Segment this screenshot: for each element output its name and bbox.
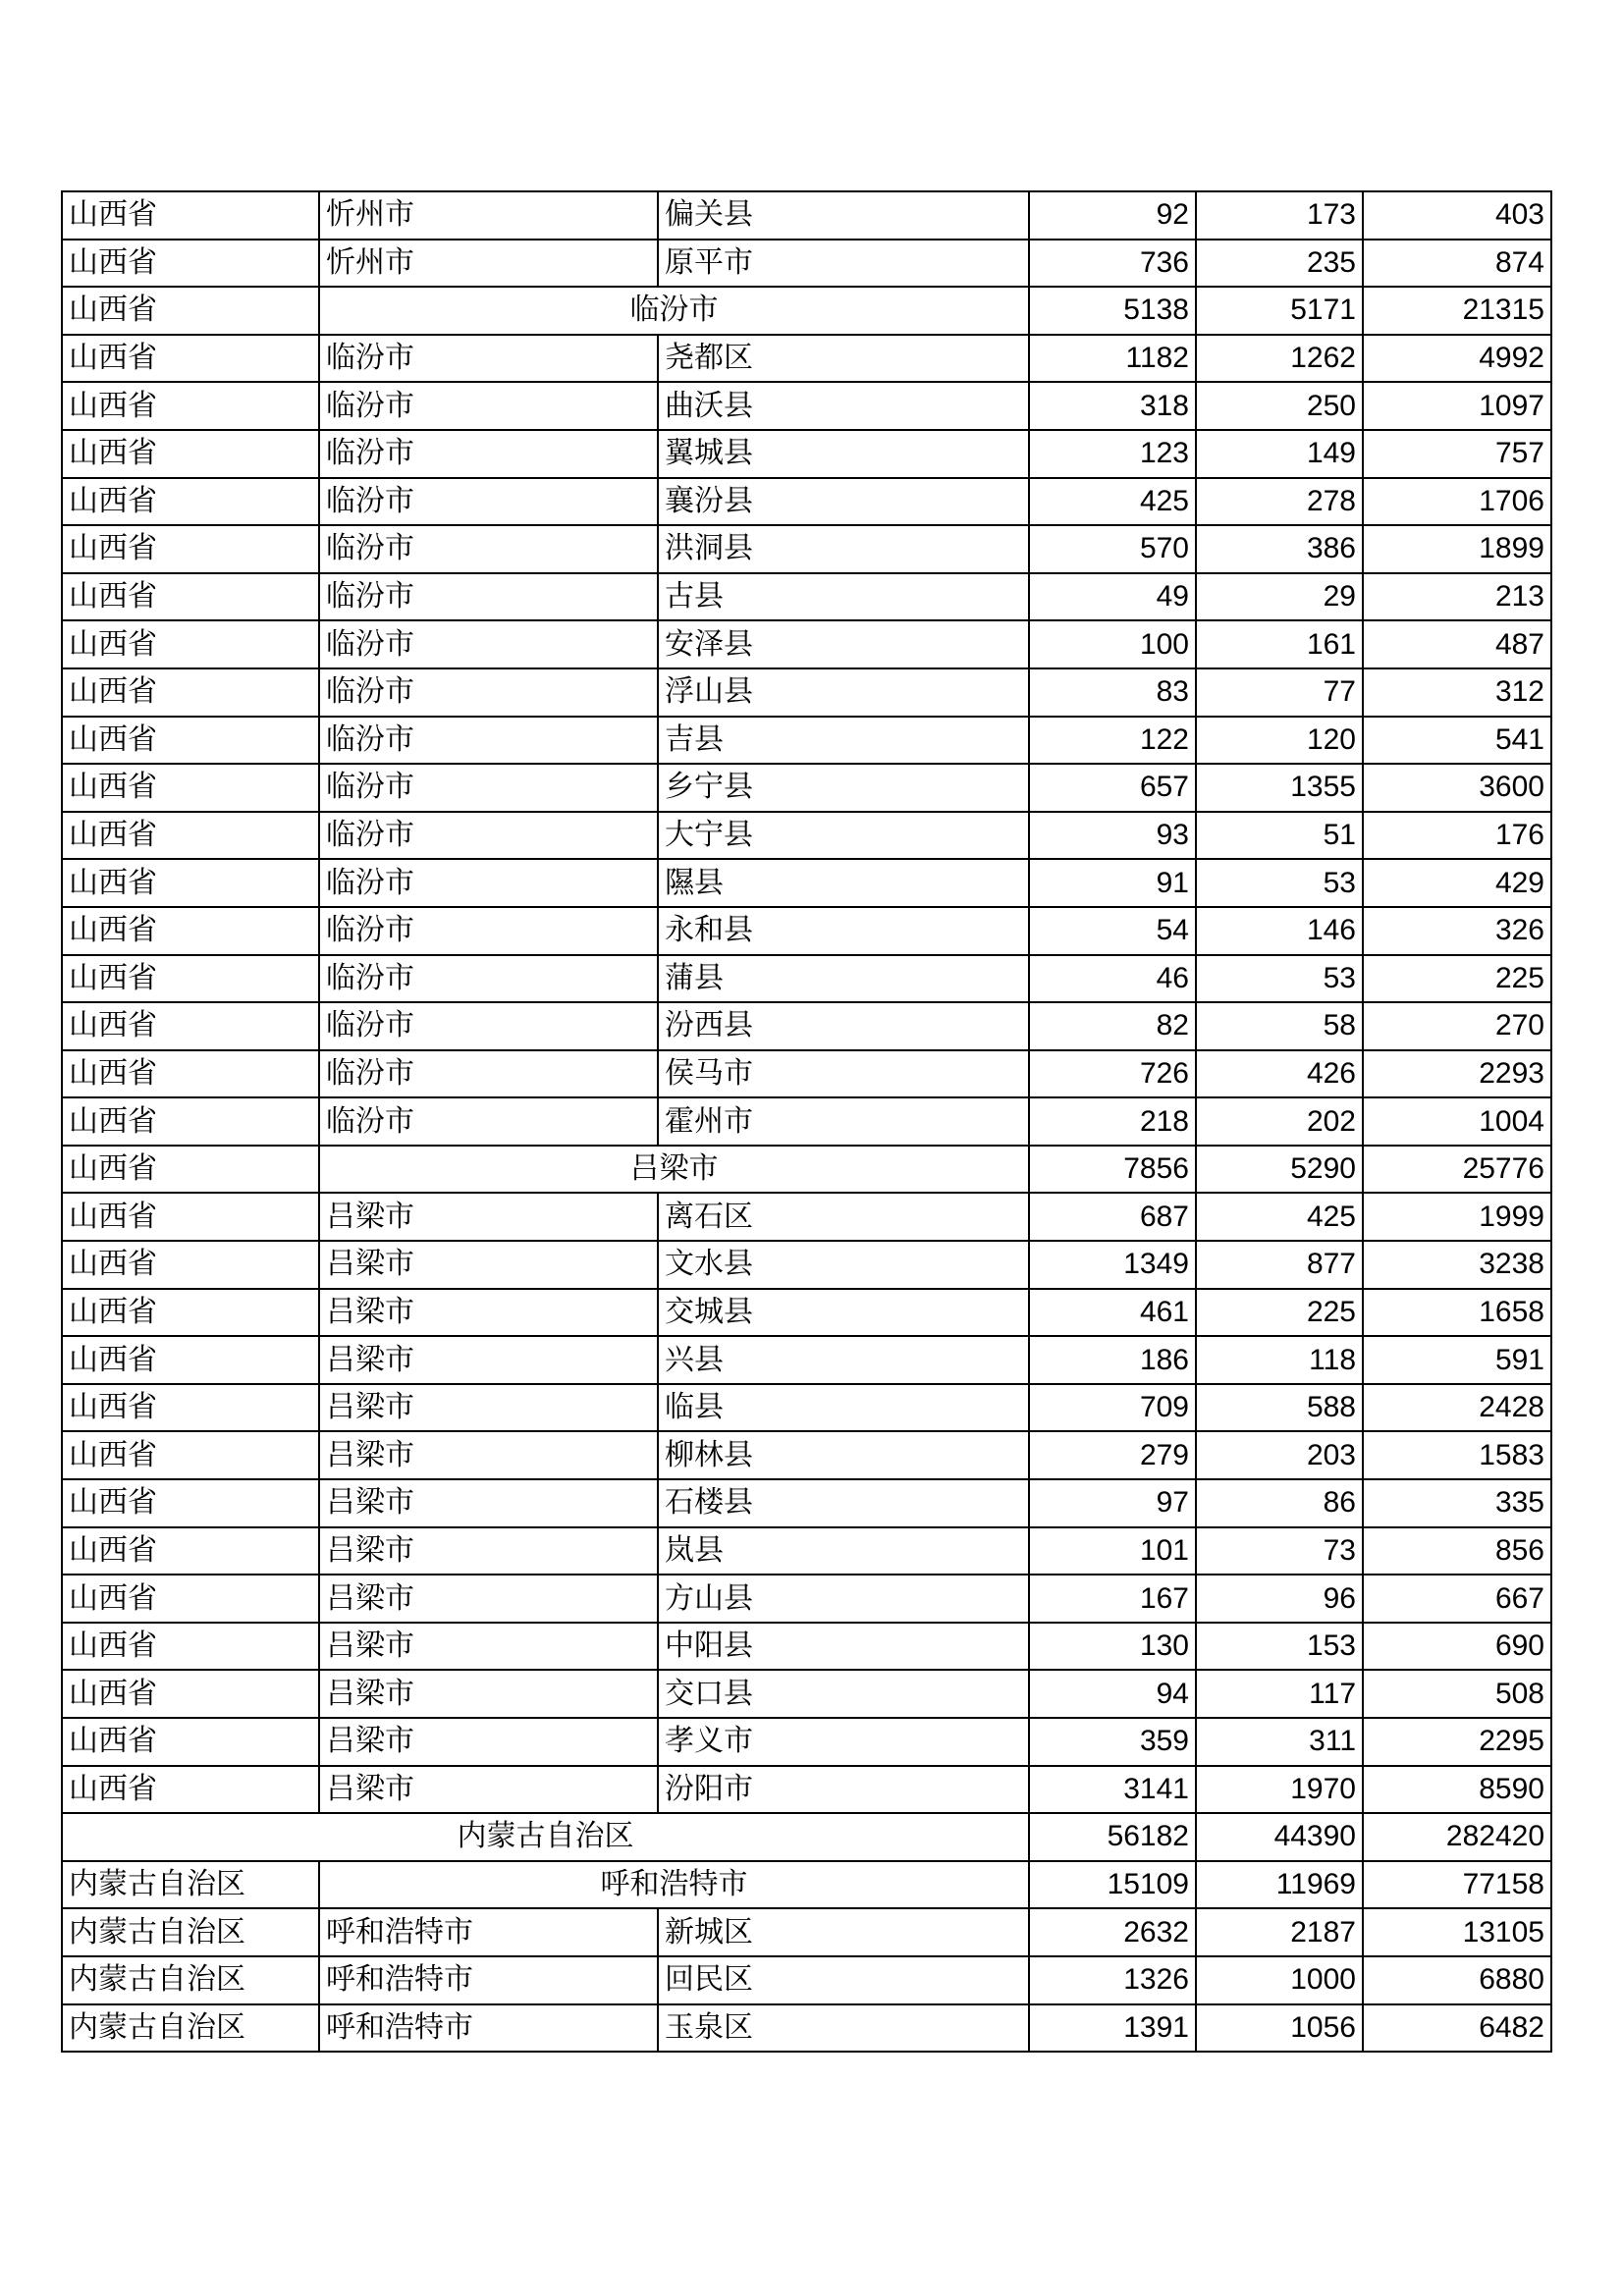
value-cell-3: 874 [1363,240,1551,288]
city-cell: 吕梁市 [319,1146,1029,1194]
province-cell: 山西省 [62,1336,319,1384]
value-cell-3: 1899 [1363,525,1551,573]
value-cell-3: 403 [1363,191,1551,240]
province-cell: 山西省 [62,525,319,573]
county-cell: 交城县 [658,1289,1029,1337]
value-cell-2: 53 [1196,955,1363,1003]
value-cell-3: 3600 [1363,764,1551,812]
table-row [62,1146,1551,1194]
city-cell: 临汾市 [319,525,658,573]
table-row [62,240,1551,288]
county-cell: 曲沃县 [658,382,1029,430]
county-cell: 石楼县 [658,1479,1029,1527]
province-cell: 山西省 [62,859,319,907]
city-cell: 吕梁市 [319,1384,658,1432]
city-cell: 临汾市 [319,955,658,1003]
value-cell-2: 386 [1196,525,1363,573]
value-cell-2: 250 [1196,382,1363,430]
province-cell: 山西省 [62,1384,319,1432]
city-cell: 临汾市 [319,573,658,621]
table-row [62,1718,1551,1766]
province-cell: 山西省 [62,1431,319,1479]
county-cell: 古县 [658,573,1029,621]
city-cell: 临汾市 [319,812,658,860]
county-cell: 汾阳市 [658,1766,1029,1814]
value-cell-3: 690 [1363,1623,1551,1671]
table-row [62,1575,1551,1623]
county-cell: 翼城县 [658,430,1029,478]
value-cell-1: 130 [1029,1623,1196,1671]
value-cell-3: 541 [1363,717,1551,765]
value-cell-3: 757 [1363,430,1551,478]
table-row [62,191,1551,240]
table-row [62,1527,1551,1575]
value-cell-3: 6880 [1363,1956,1551,2004]
province-cell: 山西省 [62,620,319,668]
value-cell-3: 856 [1363,1527,1551,1575]
province-cell: 内蒙古自治区 [62,1908,319,1956]
table-row [62,859,1551,907]
value-cell-3: 282420 [1363,1813,1551,1861]
table-row [62,382,1551,430]
value-cell-2: 425 [1196,1193,1363,1241]
city-cell: 忻州市 [319,240,658,288]
county-cell: 玉泉区 [658,2004,1029,2053]
table-row [62,1241,1551,1289]
province-cell: 山西省 [62,1097,319,1146]
value-cell-3: 21315 [1363,287,1551,335]
table-row [62,955,1551,1003]
city-cell: 吕梁市 [319,1527,658,1575]
province-cell: 内蒙古自治区 [62,2004,319,2053]
city-cell: 吕梁市 [319,1289,658,1337]
value-cell-1: 186 [1029,1336,1196,1384]
county-cell: 原平市 [658,240,1029,288]
value-cell-2: 44390 [1196,1813,1363,1861]
value-cell-2: 5171 [1196,287,1363,335]
province-cell: 山西省 [62,1002,319,1050]
value-cell-3: 487 [1363,620,1551,668]
value-cell-3: 326 [1363,907,1551,955]
county-cell: 乡宁县 [658,764,1029,812]
value-cell-3: 8590 [1363,1766,1551,1814]
value-cell-2: 1000 [1196,1956,1363,2004]
province-cell: 山西省 [62,1050,319,1098]
table-row [62,335,1551,383]
county-cell: 襄汾县 [658,478,1029,526]
province-cell: 山西省 [62,668,319,717]
county-cell: 文水县 [658,1241,1029,1289]
value-cell-3: 3238 [1363,1241,1551,1289]
table-row [62,2004,1551,2053]
value-cell-1: 657 [1029,764,1196,812]
value-cell-3: 4992 [1363,335,1551,383]
data-table [61,190,1552,2053]
value-cell-1: 461 [1029,1289,1196,1337]
city-cell: 吕梁市 [319,1479,658,1527]
value-cell-2: 1970 [1196,1766,1363,1814]
province-cell: 山西省 [62,240,319,288]
value-cell-3: 213 [1363,573,1551,621]
value-cell-3: 13105 [1363,1908,1551,1956]
value-cell-2: 73 [1196,1527,1363,1575]
value-cell-2: 278 [1196,478,1363,526]
value-cell-3: 2293 [1363,1050,1551,1098]
province-cell: 山西省 [62,1575,319,1623]
value-cell-3: 312 [1363,668,1551,717]
value-cell-1: 2632 [1029,1908,1196,1956]
table-row [62,1766,1551,1814]
value-cell-3: 1658 [1363,1289,1551,1337]
value-cell-2: 77 [1196,668,1363,717]
city-cell: 吕梁市 [319,1670,658,1718]
value-cell-2: 5290 [1196,1146,1363,1194]
province-cell: 山西省 [62,287,319,335]
city-cell: 呼和浩特市 [319,1861,1029,1909]
value-cell-2: 1355 [1196,764,1363,812]
province-cell: 山西省 [62,907,319,955]
county-cell: 柳林县 [658,1431,1029,1479]
province-cell: 山西省 [62,478,319,526]
county-cell: 隰县 [658,859,1029,907]
table-row [62,812,1551,860]
value-cell-2: 877 [1196,1241,1363,1289]
table-row [62,1384,1551,1432]
value-cell-2: 96 [1196,1575,1363,1623]
county-cell: 尧都区 [658,335,1029,383]
table-row [62,1956,1551,2004]
county-cell: 浮山县 [658,668,1029,717]
value-cell-3: 1004 [1363,1097,1551,1146]
value-cell-1: 1326 [1029,1956,1196,2004]
value-cell-2: 161 [1196,620,1363,668]
table-row [62,1431,1551,1479]
province-cell: 山西省 [62,1146,319,1194]
value-cell-2: 235 [1196,240,1363,288]
value-cell-2: 203 [1196,1431,1363,1479]
table-row [62,1050,1551,1098]
value-cell-2: 149 [1196,430,1363,478]
county-cell: 洪洞县 [658,525,1029,573]
value-cell-1: 1391 [1029,2004,1196,2053]
county-cell: 离石区 [658,1193,1029,1241]
value-cell-1: 736 [1029,240,1196,288]
value-cell-2: 120 [1196,717,1363,765]
value-cell-3: 667 [1363,1575,1551,1623]
value-cell-2: 117 [1196,1670,1363,1718]
table-row [62,1002,1551,1050]
city-cell: 吕梁市 [319,1766,658,1814]
value-cell-3: 270 [1363,1002,1551,1050]
city-cell: 临汾市 [319,668,658,717]
province-cell: 山西省 [62,573,319,621]
county-cell: 蒲县 [658,955,1029,1003]
county-cell: 吉县 [658,717,1029,765]
table-row [62,573,1551,621]
table-row [62,907,1551,955]
value-cell-3: 6482 [1363,2004,1551,2053]
value-cell-2: 53 [1196,859,1363,907]
county-cell: 安泽县 [658,620,1029,668]
city-cell: 呼和浩特市 [319,1908,658,1956]
county-cell: 岚县 [658,1527,1029,1575]
province-cell: 山西省 [62,1289,319,1337]
value-cell-1: 94 [1029,1670,1196,1718]
value-cell-3: 176 [1363,812,1551,860]
value-cell-1: 726 [1029,1050,1196,1098]
county-cell: 回民区 [658,1956,1029,2004]
county-cell: 中阳县 [658,1623,1029,1671]
value-cell-1: 1349 [1029,1241,1196,1289]
city-cell: 临汾市 [319,1002,658,1050]
value-cell-2: 11969 [1196,1861,1363,1909]
city-cell: 临汾市 [319,907,658,955]
city-cell: 临汾市 [319,859,658,907]
county-cell: 偏关县 [658,191,1029,240]
value-cell-2: 146 [1196,907,1363,955]
value-cell-2: 588 [1196,1384,1363,1432]
value-cell-1: 56182 [1029,1813,1196,1861]
value-cell-2: 86 [1196,1479,1363,1527]
value-cell-1: 93 [1029,812,1196,860]
value-cell-2: 225 [1196,1289,1363,1337]
value-cell-1: 1182 [1029,335,1196,383]
county-cell: 侯马市 [658,1050,1029,1098]
city-cell: 吕梁市 [319,1431,658,1479]
table-row [62,1289,1551,1337]
value-cell-1: 687 [1029,1193,1196,1241]
value-cell-1: 100 [1029,620,1196,668]
city-cell: 临汾市 [319,1097,658,1146]
value-cell-1: 167 [1029,1575,1196,1623]
value-cell-2: 311 [1196,1718,1363,1766]
county-cell: 霍州市 [658,1097,1029,1146]
table-row [62,764,1551,812]
province-cell: 山西省 [62,430,319,478]
city-cell: 吕梁市 [319,1241,658,1289]
value-cell-1: 92 [1029,191,1196,240]
city-cell: 吕梁市 [319,1718,658,1766]
value-cell-3: 1706 [1363,478,1551,526]
province-cell: 山西省 [62,1241,319,1289]
city-cell: 临汾市 [319,764,658,812]
city-cell: 临汾市 [319,478,658,526]
table-row [62,1479,1551,1527]
value-cell-2: 2187 [1196,1908,1363,1956]
value-cell-1: 318 [1029,382,1196,430]
province-cell: 山西省 [62,1718,319,1766]
value-cell-2: 153 [1196,1623,1363,1671]
value-cell-3: 2295 [1363,1718,1551,1766]
province-cell: 山西省 [62,717,319,765]
value-cell-1: 91 [1029,859,1196,907]
table-row [62,1623,1551,1671]
table-row [62,1097,1551,1146]
value-cell-2: 202 [1196,1097,1363,1146]
city-cell: 呼和浩特市 [319,2004,658,2053]
city-cell: 临汾市 [319,287,1029,335]
value-cell-3: 77158 [1363,1861,1551,1909]
county-cell: 临县 [658,1384,1029,1432]
value-cell-1: 122 [1029,717,1196,765]
province-cell: 山西省 [62,764,319,812]
county-cell: 孝义市 [658,1718,1029,1766]
value-cell-3: 591 [1363,1336,1551,1384]
value-cell-1: 425 [1029,478,1196,526]
table-row [62,668,1551,717]
county-cell: 兴县 [658,1336,1029,1384]
value-cell-3: 25776 [1363,1146,1551,1194]
province-cell: 山西省 [62,335,319,383]
value-cell-3: 335 [1363,1479,1551,1527]
province-cell: 山西省 [62,1670,319,1718]
province-cell: 山西省 [62,955,319,1003]
value-cell-1: 15109 [1029,1861,1196,1909]
table-row [62,1193,1551,1241]
value-cell-1: 709 [1029,1384,1196,1432]
value-cell-1: 279 [1029,1431,1196,1479]
value-cell-1: 570 [1029,525,1196,573]
value-cell-3: 1097 [1363,382,1551,430]
value-cell-1: 5138 [1029,287,1196,335]
value-cell-1: 83 [1029,668,1196,717]
city-cell: 临汾市 [319,430,658,478]
province-cell: 山西省 [62,1527,319,1575]
table-row [62,287,1551,335]
province-cell: 山西省 [62,1623,319,1671]
province-cell: 山西省 [62,382,319,430]
value-cell-2: 51 [1196,812,1363,860]
table-row [62,525,1551,573]
table-row [62,1670,1551,1718]
table-row [62,1861,1551,1909]
county-cell: 永和县 [658,907,1029,955]
city-cell: 临汾市 [319,717,658,765]
city-cell: 吕梁市 [319,1575,658,1623]
table-body [62,191,1551,2052]
value-cell-3: 508 [1363,1670,1551,1718]
value-cell-1: 97 [1029,1479,1196,1527]
table-row [62,430,1551,478]
value-cell-3: 225 [1363,955,1551,1003]
table-row [62,1908,1551,1956]
table-row [62,1813,1551,1861]
value-cell-2: 173 [1196,191,1363,240]
province-cell: 山西省 [62,191,319,240]
province-cell: 山西省 [62,1479,319,1527]
county-cell: 交口县 [658,1670,1029,1718]
county-cell: 方山县 [658,1575,1029,1623]
table-row [62,717,1551,765]
county-cell: 新城区 [658,1908,1029,1956]
province-cell: 内蒙古自治区 [62,1956,319,2004]
value-cell-1: 3141 [1029,1766,1196,1814]
value-cell-2: 58 [1196,1002,1363,1050]
table-row [62,478,1551,526]
value-cell-2: 1262 [1196,335,1363,383]
value-cell-1: 46 [1029,955,1196,1003]
value-cell-1: 82 [1029,1002,1196,1050]
province-cell: 山西省 [62,812,319,860]
value-cell-2: 29 [1196,573,1363,621]
value-cell-3: 1583 [1363,1431,1551,1479]
value-cell-3: 2428 [1363,1384,1551,1432]
value-cell-1: 218 [1029,1097,1196,1146]
value-cell-2: 1056 [1196,2004,1363,2053]
province-cell: 山西省 [62,1766,319,1814]
province-cell: 内蒙古自治区 [62,1861,319,1909]
value-cell-1: 359 [1029,1718,1196,1766]
value-cell-2: 118 [1196,1336,1363,1384]
city-cell: 临汾市 [319,335,658,383]
county-cell: 大宁县 [658,812,1029,860]
city-cell: 忻州市 [319,191,658,240]
value-cell-1: 7856 [1029,1146,1196,1194]
county-cell: 汾西县 [658,1002,1029,1050]
province-cell: 内蒙古自治区 [62,1813,1029,1861]
city-cell: 临汾市 [319,382,658,430]
value-cell-3: 429 [1363,859,1551,907]
province-cell: 山西省 [62,1193,319,1241]
value-cell-1: 101 [1029,1527,1196,1575]
city-cell: 吕梁市 [319,1623,658,1671]
city-cell: 临汾市 [319,620,658,668]
value-cell-3: 1999 [1363,1193,1551,1241]
value-cell-1: 123 [1029,430,1196,478]
value-cell-1: 54 [1029,907,1196,955]
city-cell: 呼和浩特市 [319,1956,658,2004]
city-cell: 吕梁市 [319,1336,658,1384]
value-cell-2: 426 [1196,1050,1363,1098]
city-cell: 临汾市 [319,1050,658,1098]
table-row [62,620,1551,668]
table-row [62,1336,1551,1384]
city-cell: 吕梁市 [319,1193,658,1241]
value-cell-1: 49 [1029,573,1196,621]
